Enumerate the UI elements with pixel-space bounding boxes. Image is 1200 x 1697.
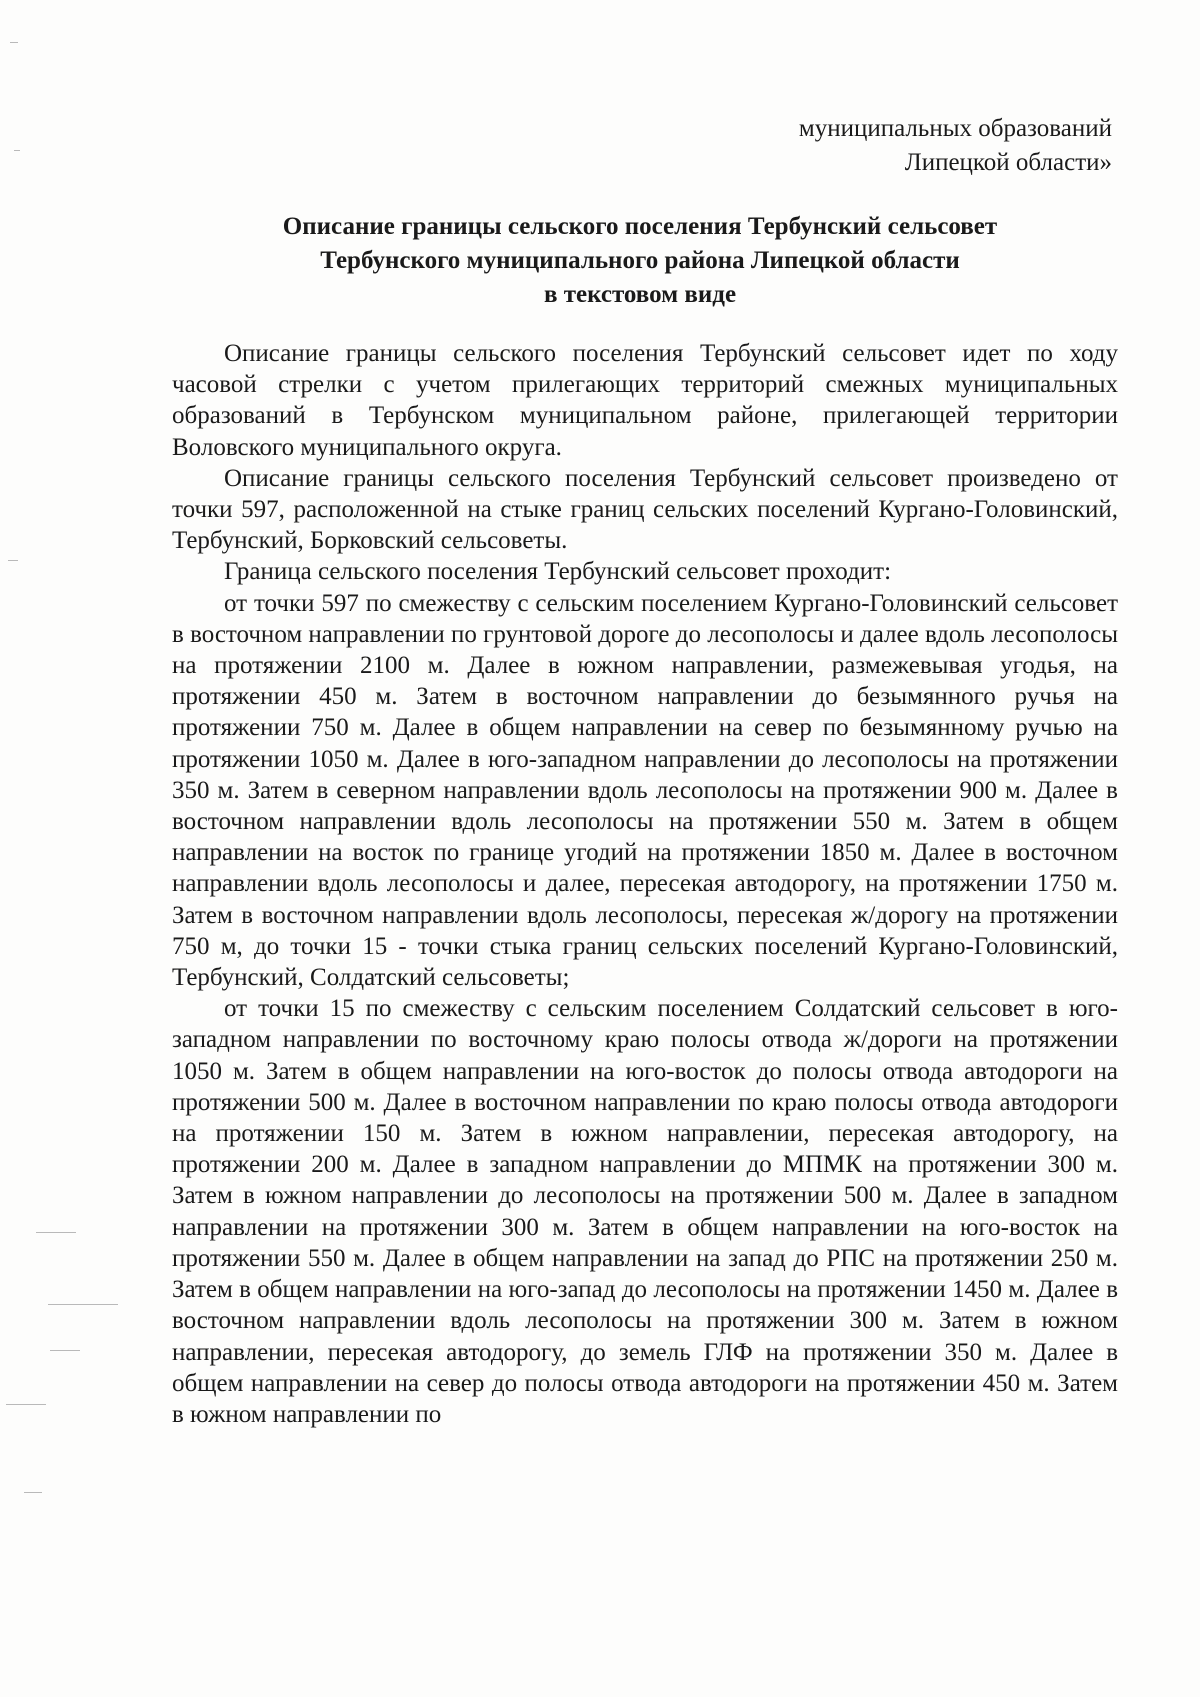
scan-artifact [48,1304,118,1305]
paragraph-start-point: Описание границы сельского поселения Тербунский сельсовет произведено от точки 597, расположенной на стыке границ сельских поселений Кургано-Головинский, Тербунский, Борковский сельсоветы. [172,464,1118,555]
paragraph-boundary-heading: Граница сельского поселения Тербунский сельсовет проходит: [224,558,892,586]
title-line-1: Описание границы сельского поселения Тербунский сельсовет [282,213,998,240]
scan-artifact [50,1350,80,1351]
header-line-1: муниципальных образований [798,115,1112,142]
document-body [172,338,1118,1430]
title-line-2: Тербунского муниципального района Липецкой области [320,247,960,274]
scan-artifact [24,1492,42,1493]
paragraph-intro: Описание границы сельского поселения Тербунский сельсовет идет по ходу часовой стрелки с учетом прилегающих территорий смежных муниципальных образований в Тербунском муниципальном районе, прилегающей территории Воловского муниципального округа. [172,340,1118,461]
header-addressee [552,112,1112,180]
title-line-3: в текстовом виде [543,281,737,308]
scan-artifact [10,42,18,43]
paragraph-segment-15: от точки 15 по смежеству с сельским поселением Солдатский сельсовет в юго-западном направлении по восточному краю полосы отвода ж/дороги на протяжении 1050 м. Затем в общем направлении на юго-восток до полосы отвода автодороги на протяжении 500 м. Далее в восточном направлении по краю полосы отвода автодороги на протяжении 150 м. Затем в южном направлении, пересекая автодорогу, на протяжении 200 м. Далее в западном направлении до МПМК на протяжении 300 м. Затем в южном направлении до лесополосы на протяжении 500 м. Далее в западном направлении на протяжении 300 м. Затем в общем направлении на юго-восток на протяжении 550 м. Далее в общем направлении на запад до РПС на протяжении 250 м. Затем в общем направлении на юго-запад до лесополосы на протяжении 1450 м. Далее в восточном направлении вдоль лесополосы на протяжении 300 м. Затем в южном направлении, пересекая автодорогу, до земель ГЛФ на протяжении 350 м. Далее в общем направлении на север до полосы отвода автодороги на протяжении 450 м. Затем в южном направлении по [172,995,1118,1428]
scan-artifact [36,1232,76,1233]
scan-artifact [14,150,20,151]
header-line-2: Липецкой области» [904,149,1112,176]
scan-artifact [8,560,18,561]
scan-artifact [6,1404,46,1405]
document-title [160,210,1120,312]
paragraph-segment-597: от точки 597 по смежеству с сельским поселением Кургано-Головинский сельсовет в восточном направлении по грунтовой дороге до лесополосы и далее вдоль лесополосы на протяжении 2100 м. Далее в южном направлении, размежевывая угодья, на протяжении 450 м. Затем в восточном направлении до безымянного ручья на протяжении 750 м. Далее в общем направлении на север по безымянному ручью на протяжении 1050 м. Далее в юго-западном направлении до лесополосы на протяжении 350 м. Затем в северном направлении вдоль лесополосы на протяжении 900 м. Далее в восточном направлении вдоль лесополосы на протяжении 550 м. Затем в общем направлении на восток по границе угодий на протяжении 1850 м. Далее в восточном направлении вдоль лесополосы и далее, пересекая автодорогу, на протяжении 1750 м. Затем в восточном направлении вдоль лесополосы, пересекая ж/дорогу на протяжении 750 м, до точки 15 - точки стыка границ сельских поселений Кургано-Головинский, Тербунский, Солдатский сельсоветы; [172,589,1118,992]
